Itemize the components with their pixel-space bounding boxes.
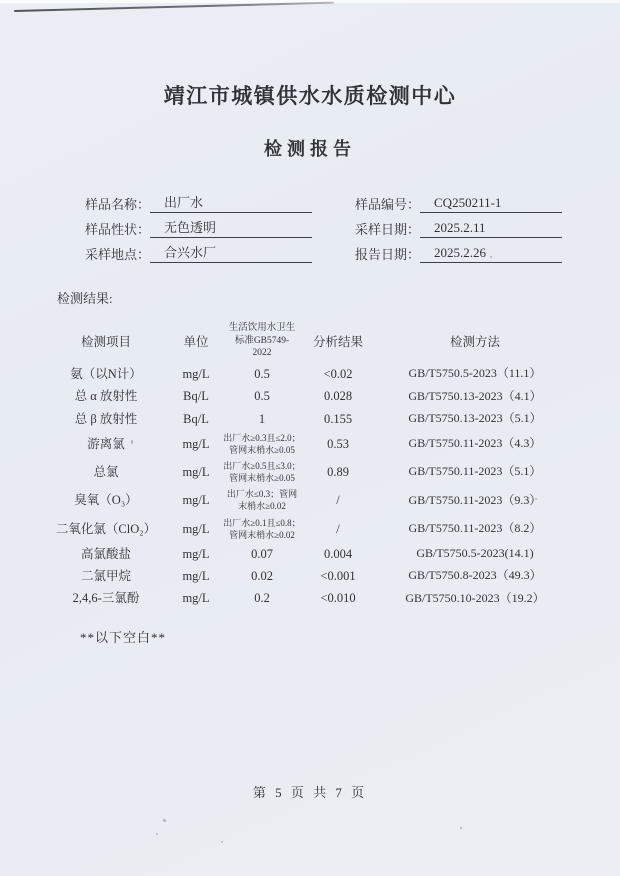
table-row [42, 565, 576, 587]
cell-unit: mg/L [182, 521, 210, 536]
cell-analysis-result: / [336, 493, 340, 508]
cell-test-item: 氨（以N计） [70, 367, 142, 381]
field-label: 采样日期： [355, 222, 421, 237]
field-label: 样品编号： [355, 197, 421, 212]
cell-standard: 出厂水≥0.1且≤0.8；管网末梢水≥0.02 [223, 517, 301, 540]
scan-speck [163, 819, 166, 822]
page-title: 靖江市城镇供水水质检测中心 [163, 84, 457, 108]
cell-test-method: GB/T5750.5-2023（11.1） [408, 366, 542, 381]
table-row [42, 486, 576, 514]
table-row [42, 385, 576, 407]
table-row [42, 515, 576, 543]
blank-below-note: **以下空白** [80, 629, 167, 645]
scan-speck [221, 841, 223, 843]
cell-test-item: 总 α 放射性 [74, 389, 138, 404]
table-row [42, 408, 576, 430]
field-value: 无色透明 [150, 217, 312, 238]
cell-test-method: GB/T5750.11-2023（8.2） [408, 520, 542, 535]
scan-speck [131, 440, 133, 444]
cell-test-item: 高氯酸盐 [80, 546, 131, 561]
cell-test-item: 臭氧（O₃） [74, 493, 138, 508]
header-standard: 生活饮用水卫生标准GB5749-2022 [228, 323, 296, 359]
header-analysis-result: 分析结果 [312, 335, 363, 349]
field-sampling-date [355, 213, 562, 238]
header-test-item: 检测项目 [80, 335, 131, 349]
cell-test-method: GB/T5750.11-2023（4.3） [408, 436, 542, 451]
page-footer: 第 5 页 共 7 页 [252, 785, 368, 800]
scan-speck [490, 256, 492, 258]
cell-standard: 0.2 [254, 591, 270, 606]
field-sample-character [85, 213, 355, 238]
field-value: 出厂水 [150, 192, 312, 213]
field-label: 样品名称： [85, 197, 151, 212]
sample-info-left-column [85, 188, 355, 263]
cell-test-item: 二氯甲烷 [80, 569, 131, 584]
cell-unit: Bq/L [183, 389, 209, 404]
cell-analysis-result: <0.001 [320, 569, 356, 584]
table-row [42, 430, 576, 458]
field-value: CQ250211-1 [420, 195, 562, 213]
cell-test-item: 总氯 [93, 465, 119, 480]
cell-test-method: GB/T5750.11-2023（9.3） [408, 492, 542, 507]
cell-unit: mg/L [182, 367, 210, 381]
field-label: 样品性状： [85, 222, 151, 237]
cell-unit: Bq/L [183, 411, 209, 426]
field-value: 合兴水厂 [150, 242, 312, 263]
results-section-label: 检测结果: [57, 291, 113, 306]
cell-test-method: GB/T5750.13-2023（4.1） [408, 388, 542, 403]
table-row [42, 363, 576, 385]
results-table-header [42, 319, 576, 363]
cell-test-item: 总 β 放射性 [74, 411, 138, 426]
cell-test-item: 游离氯 [87, 436, 125, 451]
field-value: 2025.2.11 [420, 220, 562, 238]
cell-analysis-result: 0.028 [323, 389, 353, 404]
cell-standard: 0.5 [254, 389, 270, 404]
table-row [42, 587, 576, 609]
field-report-date [355, 238, 562, 263]
cell-standard: 0.5 [254, 367, 270, 381]
scan-speck [535, 498, 537, 500]
cell-unit: mg/L [182, 465, 210, 480]
cell-unit: mg/L [182, 546, 210, 561]
field-sample-name [85, 188, 355, 213]
sample-info-section [85, 188, 620, 263]
field-value: 2025.2.26 [420, 245, 562, 263]
scan-speck [156, 833, 158, 835]
cell-standard: 出厂水≥0.3且≤2.0；管网末梢水≥0.05 [223, 432, 301, 455]
results-table-body [42, 363, 576, 610]
cell-test-method: GB/T5750.10-2023（19.2） [405, 590, 545, 605]
cell-test-item: 二氧化氯（ClO₂） [55, 521, 157, 536]
cell-standard: 0.07 [251, 546, 273, 561]
cell-test-method: GB/T5750.8-2023（49.3） [408, 568, 542, 583]
cell-test-method: GB/T5750.5-2023(14.1) [416, 546, 534, 561]
cell-analysis-result: / [336, 521, 340, 536]
cell-unit: mg/L [182, 591, 210, 606]
cell-analysis-result: <0.02 [323, 367, 353, 381]
cell-analysis-result: 0.004 [323, 546, 353, 561]
cell-analysis-result: 0.53 [327, 436, 349, 451]
table-row [42, 458, 576, 486]
header-unit: 单位 [183, 335, 209, 349]
cell-standard: 1 [258, 411, 266, 426]
scan-speck [460, 827, 462, 829]
cell-standard: 出厂水≤0.3；管网末梢水≥0.02 [226, 489, 298, 512]
cell-standard: 0.02 [251, 569, 273, 584]
header-test-method: 检测方法 [449, 335, 500, 349]
report-subtitle: 检测报告 [264, 139, 356, 159]
cell-test-method: GB/T5750.11-2023（5.1） [408, 464, 542, 479]
results-table [42, 319, 576, 610]
cell-test-method: GB/T5750.13-2023（5.1） [408, 410, 542, 425]
field-sample-number [355, 188, 562, 213]
table-row [42, 543, 576, 565]
cell-unit: mg/L [182, 493, 210, 508]
field-label: 报告日期： [355, 247, 421, 262]
cell-analysis-result: <0.010 [320, 591, 356, 606]
field-sampling-site [85, 238, 355, 263]
cell-unit: mg/L [182, 436, 210, 451]
cell-analysis-result: 0.89 [327, 465, 349, 480]
cell-standard: 出厂水≥0.5且≤3.0；管网末梢水≥0.05 [223, 461, 301, 484]
cell-unit: mg/L [182, 569, 210, 584]
cell-test-item: 2,4,6-三氯酚 [72, 591, 140, 606]
cell-analysis-result: 0.155 [323, 411, 353, 426]
sample-info-right-column [355, 188, 562, 263]
field-label: 采样地点： [85, 247, 151, 262]
